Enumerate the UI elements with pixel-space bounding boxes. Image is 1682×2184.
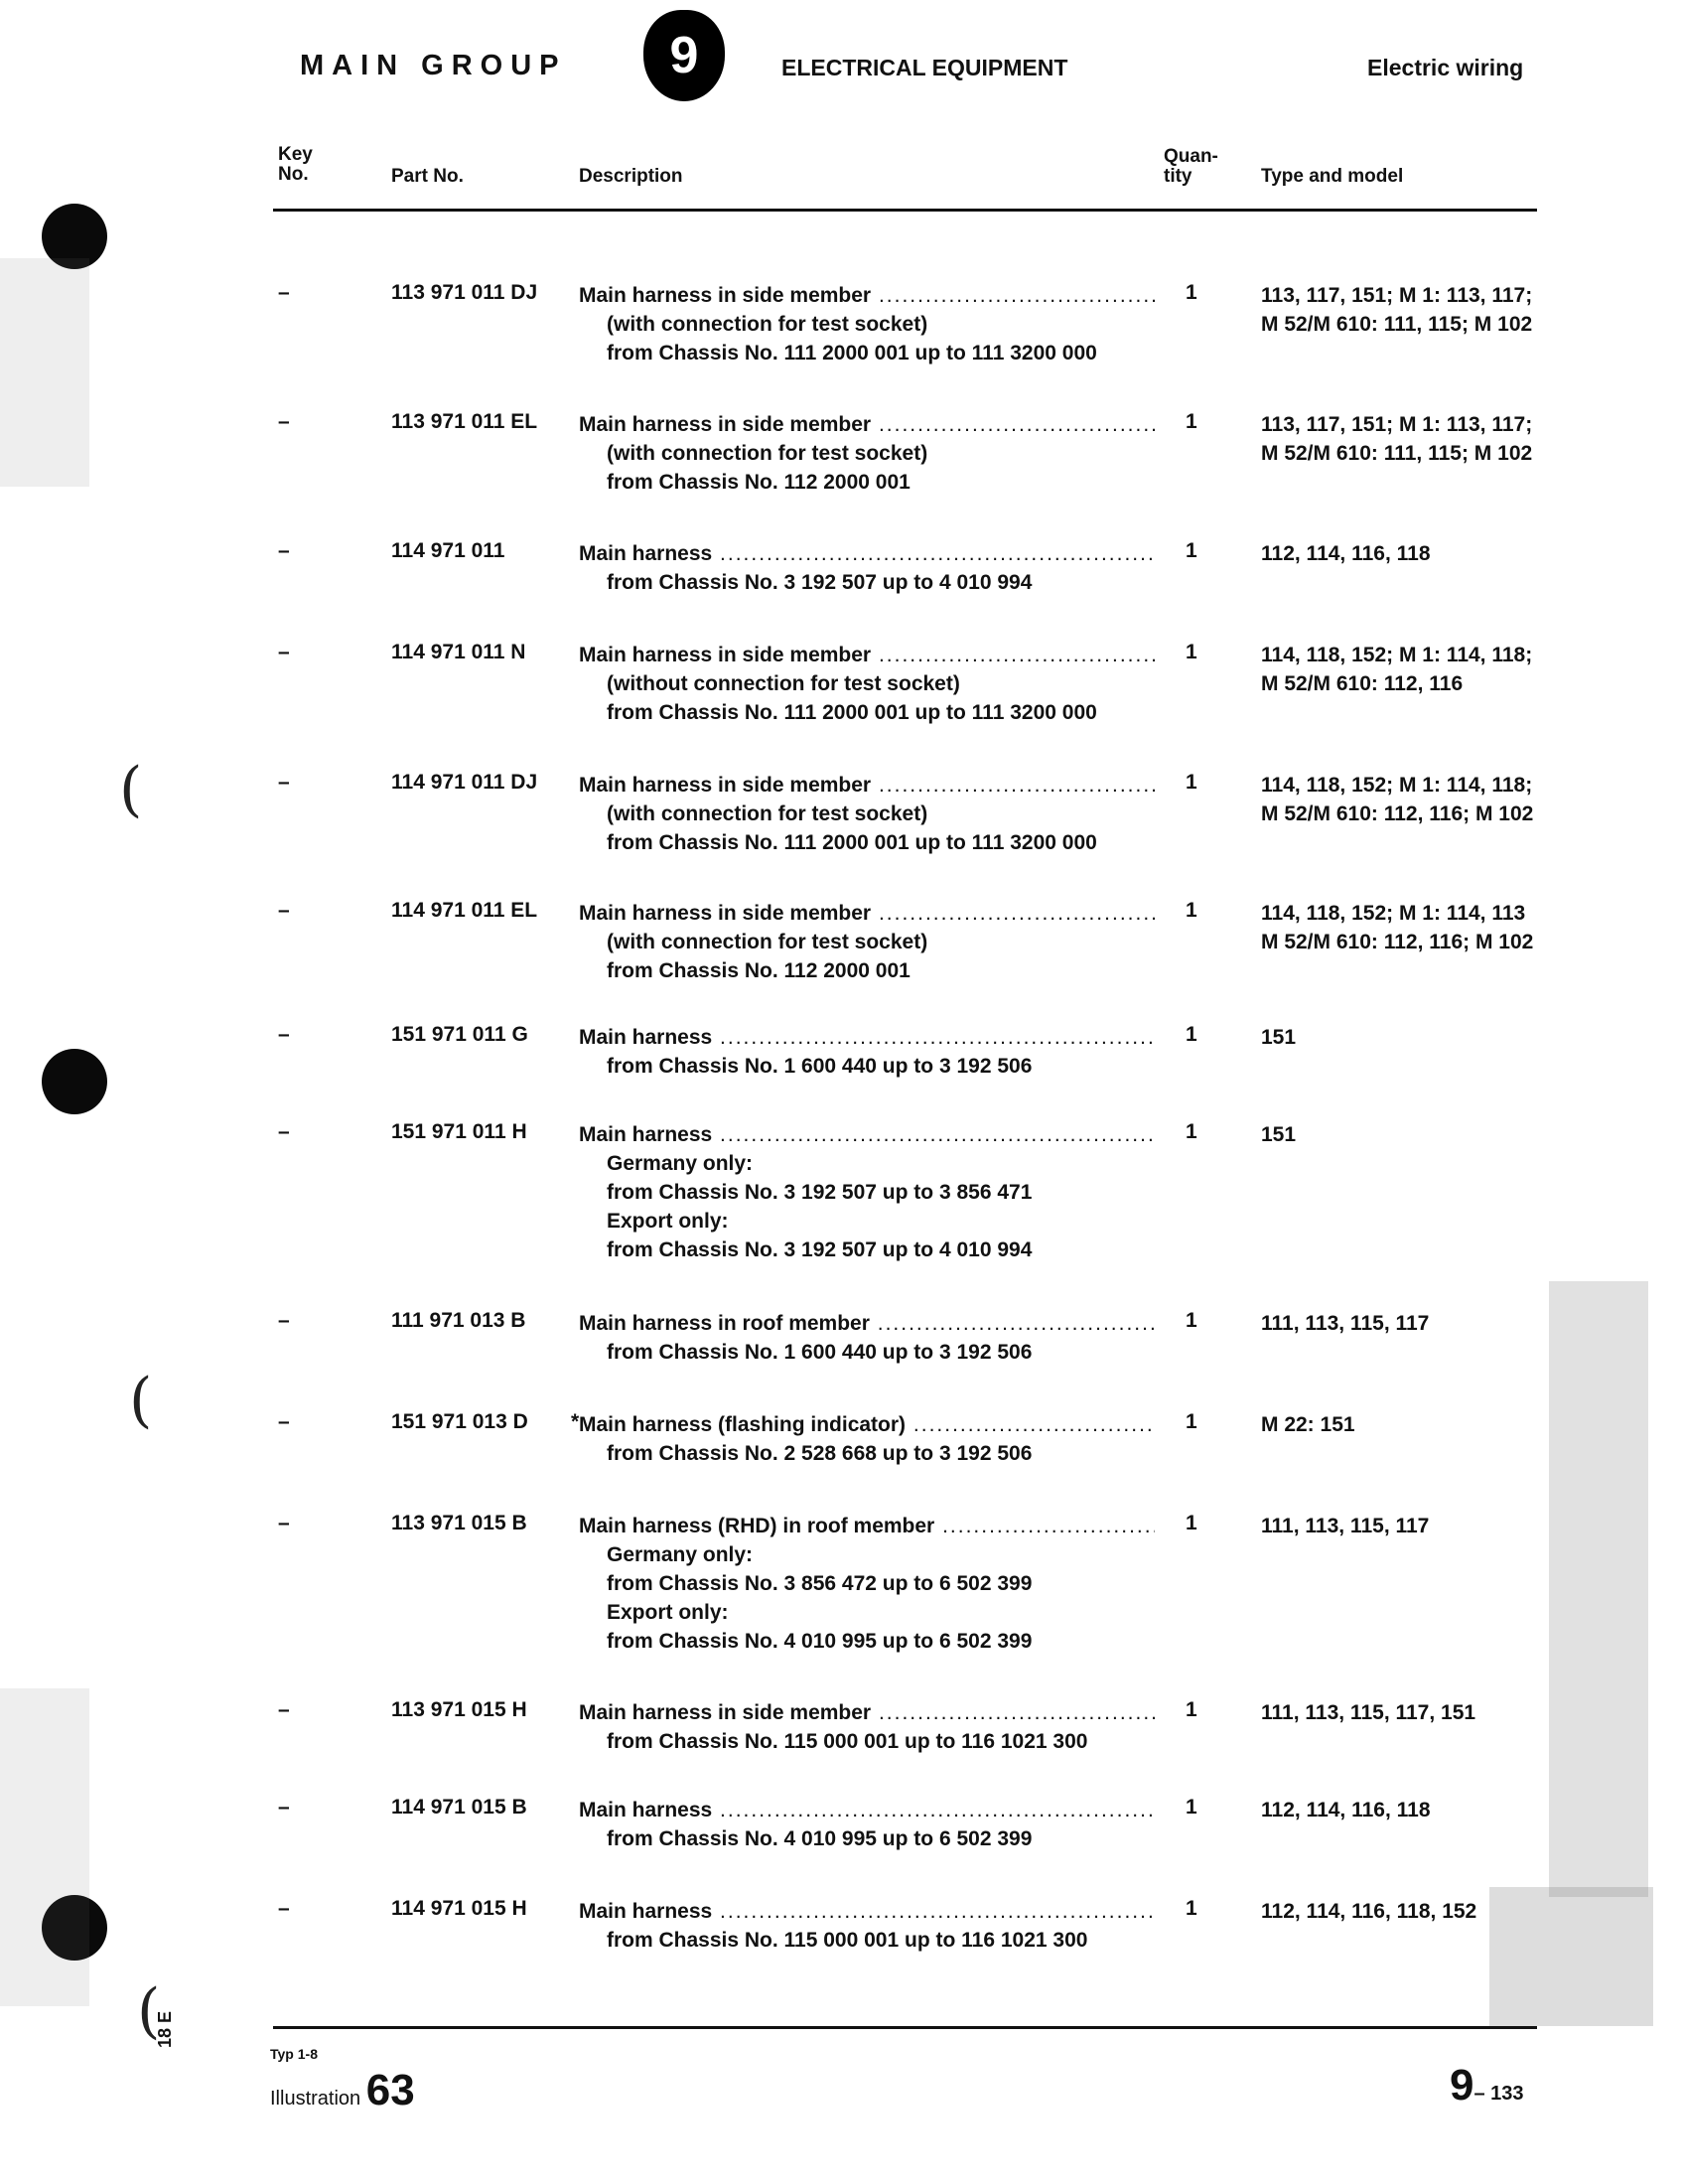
- section-title: ELECTRICAL EQUIPMENT: [781, 55, 1068, 80]
- subsection-title: Electric wiring: [1367, 55, 1524, 80]
- description: [579, 1796, 1155, 1853]
- type-and-model: [1261, 1512, 1549, 1540]
- description: [579, 1698, 1155, 1756]
- quantity: 1: [1186, 1698, 1197, 1721]
- description-title: Main harness .....: [579, 539, 1155, 568]
- description-detail: from Chassis No. 1 600 440 up to 3 192 506: [607, 1341, 1033, 1364]
- description-detail: Export only:: [607, 1210, 729, 1233]
- type-model-line: 112, 114, 116, 118, 152: [1261, 1900, 1477, 1923]
- description-detail: from Chassis No. 112 2000 001: [607, 471, 911, 494]
- margin-bracket-mark: (: [119, 755, 143, 824]
- punch-hole-middle: [42, 1049, 107, 1114]
- description: [579, 281, 1155, 367]
- description-title: Main harness .....: [579, 1796, 1155, 1824]
- description-title: Main harness .....: [579, 1897, 1155, 1926]
- type-and-model: [1261, 1023, 1549, 1052]
- description-detail: from Chassis No. 3 856 472 up to 6 502 399: [607, 1572, 1033, 1595]
- description-detail: from Chassis No. 111 2000 001 up to 111 3200 000: [607, 831, 1097, 854]
- quantity: 1: [1186, 410, 1197, 433]
- part-number: 151 971 011 H: [391, 1120, 527, 1143]
- type-note: Typ 1-8: [270, 2046, 318, 2062]
- description-title: Main harness (flashing indicator) .....: [579, 1410, 1155, 1439]
- description-title: Main harness in side member .....: [579, 641, 1155, 669]
- type-model-line: M 22: 151: [1261, 1413, 1355, 1436]
- part-number: 114 971 011 N: [391, 641, 526, 663]
- description-detail: from Chassis No. 3 192 507 up to 3 856 471: [607, 1181, 1033, 1204]
- part-number: 114 971 011: [391, 539, 505, 562]
- description: [579, 539, 1155, 597]
- type-model-line: 114, 118, 152; M 1: 114, 113: [1261, 902, 1526, 925]
- description-detail: from Chassis No. 115 000 001 up to 116 1021 300: [607, 1929, 1088, 1952]
- key-no: –: [278, 899, 290, 922]
- key-no: –: [278, 771, 290, 794]
- key-no: –: [278, 281, 290, 304]
- illustration-number: 63: [365, 2066, 415, 2114]
- description: [579, 1897, 1155, 1955]
- description: [579, 1120, 1155, 1264]
- type-and-model: [1261, 899, 1549, 956]
- part-number: 114 971 011 DJ: [391, 771, 538, 794]
- col-type-model: Type and model: [1261, 166, 1404, 187]
- type-and-model: [1261, 281, 1549, 339]
- type-model-line: M 52/M 610: 112, 116; M 102: [1261, 802, 1534, 825]
- description-detail: (with connection for test socket): [607, 442, 928, 465]
- description-detail: (with connection for test socket): [607, 802, 928, 825]
- type-model-line: 112, 114, 116, 118: [1261, 1799, 1431, 1821]
- type-and-model: [1261, 1796, 1549, 1824]
- description: [579, 1410, 1155, 1468]
- quantity: 1: [1186, 1309, 1197, 1332]
- type-and-model: [1261, 1897, 1549, 1926]
- key-no: –: [278, 1796, 290, 1819]
- part-number: 151 971 011 G: [391, 1023, 528, 1046]
- key-no: –: [278, 1023, 290, 1046]
- key-no: –: [278, 1309, 290, 1332]
- description-detail: (with connection for test socket): [607, 931, 928, 953]
- description-detail: (with connection for test socket): [607, 313, 928, 336]
- description-detail: from Chassis No. 111 2000 001 up to 111 3200 000: [607, 342, 1097, 364]
- description-detail: from Chassis No. 112 2000 001: [607, 959, 911, 982]
- part-number: 113 971 011 EL: [391, 410, 538, 433]
- type-model-line: 113, 117, 151; M 1: 113, 117;: [1261, 413, 1533, 436]
- page-number: [1450, 2061, 1524, 2111]
- col-quantity: Quan- tity: [1164, 146, 1218, 187]
- main-group-heading: MAIN GROUP: [300, 50, 567, 81]
- quantity: 1: [1186, 771, 1197, 794]
- scan-noise: [0, 1688, 89, 2006]
- part-number: 113 971 011 DJ: [391, 281, 538, 304]
- description-detail: from Chassis No. 1 600 440 up to 3 192 506: [607, 1055, 1033, 1078]
- type-model-line: 113, 117, 151; M 1: 113, 117;: [1261, 284, 1533, 307]
- description-title: Main harness in side member .....: [579, 410, 1155, 439]
- description: [579, 410, 1155, 497]
- description-detail: from Chassis No. 115 000 001 up to 116 1021 300: [607, 1730, 1088, 1753]
- description-title: Main harness (RHD) in roof member .....: [579, 1512, 1155, 1540]
- type-model-line: 112, 114, 116, 118: [1261, 542, 1431, 565]
- key-no: –: [278, 1410, 290, 1433]
- key-no: –: [278, 1512, 290, 1534]
- description-title: Main harness .....: [579, 1023, 1155, 1052]
- description: [579, 899, 1155, 985]
- scan-noise: [0, 258, 89, 487]
- quantity: 1: [1186, 1410, 1197, 1433]
- part-number: 151 971 013 D: [391, 1410, 528, 1433]
- illustration-reference: [270, 2066, 415, 2115]
- new-part-star: *: [571, 1410, 580, 1433]
- type-model-line: 114, 118, 152; M 1: 114, 118;: [1261, 644, 1533, 666]
- description: [579, 1023, 1155, 1081]
- description-title: Main harness in roof member .....: [579, 1309, 1155, 1338]
- description-detail: from Chassis No. 4 010 995 up to 6 502 399: [607, 1827, 1033, 1850]
- description-detail: from Chassis No. 111 2000 001 up to 111 3200 000: [607, 701, 1097, 724]
- scan-noise: [1549, 1281, 1648, 1897]
- type-and-model: [1261, 771, 1549, 828]
- type-model-line: 114, 118, 152; M 1: 114, 118;: [1261, 774, 1533, 797]
- part-number: 114 971 015 H: [391, 1897, 527, 1920]
- margin-bracket-mark: (: [129, 1366, 153, 1435]
- type-model-line: 111, 113, 115, 117: [1261, 1515, 1430, 1537]
- type-model-line: 111, 113, 115, 117, 151: [1261, 1701, 1476, 1724]
- type-and-model: [1261, 1698, 1549, 1727]
- part-number: 111 971 013 B: [391, 1309, 526, 1332]
- margin-bracket-mark: (: [137, 1976, 161, 2046]
- description-detail: Export only:: [607, 1601, 729, 1624]
- type-model-line: M 52/M 610: 112, 116; M 102: [1261, 931, 1534, 953]
- quantity: 1: [1186, 1897, 1197, 1920]
- description: [579, 641, 1155, 727]
- quantity: 1: [1186, 1512, 1197, 1534]
- col-description: Description: [579, 166, 683, 187]
- part-number: 114 971 011 EL: [391, 899, 538, 922]
- type-model-line: M 52/M 610: 112, 116: [1261, 672, 1464, 695]
- description-detail: from Chassis No. 2 528 668 up to 3 192 506: [607, 1442, 1033, 1465]
- key-no: –: [278, 410, 290, 433]
- description-detail: from Chassis No. 4 010 995 up to 6 502 399: [607, 1630, 1033, 1653]
- quantity: 1: [1186, 1796, 1197, 1819]
- description: [579, 771, 1155, 857]
- part-number: 114 971 015 B: [391, 1796, 527, 1819]
- type-and-model: [1261, 1309, 1549, 1338]
- col-part-no: Part No.: [391, 166, 464, 187]
- type-and-model: [1261, 641, 1549, 698]
- description-detail: from Chassis No. 3 192 507 up to 4 010 994: [607, 1238, 1033, 1261]
- description-detail: from Chassis No. 3 192 507 up to 4 010 994: [607, 571, 1033, 594]
- quantity: 1: [1186, 539, 1197, 562]
- description-detail: Germany only:: [607, 1543, 754, 1566]
- description-detail: Germany only:: [607, 1152, 754, 1175]
- part-number: 113 971 015 H: [391, 1698, 527, 1721]
- description: [579, 1512, 1155, 1656]
- quantity: 1: [1186, 1120, 1197, 1143]
- type-and-model: [1261, 539, 1549, 568]
- description-title: Main harness in side member .....: [579, 1698, 1155, 1727]
- quantity: 1: [1186, 641, 1197, 663]
- key-no: –: [278, 1698, 290, 1721]
- quantity: 1: [1186, 281, 1197, 304]
- quantity: 1: [1186, 899, 1197, 922]
- type-model-line: M 52/M 610: 111, 115; M 102: [1261, 442, 1533, 465]
- type-and-model: [1261, 1410, 1549, 1439]
- type-and-model: [1261, 410, 1549, 468]
- side-code: 18 E: [155, 2010, 175, 2048]
- type-and-model: [1261, 1120, 1549, 1149]
- key-no: –: [278, 539, 290, 562]
- page-sub: – 133: [1473, 2083, 1524, 2105]
- key-no: –: [278, 1120, 290, 1143]
- key-no: –: [278, 641, 290, 663]
- header-rule: [273, 209, 1537, 212]
- type-model-line: M 52/M 610: 111, 115; M 102: [1261, 313, 1533, 336]
- part-number: 113 971 015 B: [391, 1512, 527, 1534]
- page-group: 9: [1450, 2061, 1474, 2110]
- illustration-label: Illustration: [270, 2088, 361, 2110]
- description: [579, 1309, 1155, 1367]
- footer-rule: [273, 2026, 1537, 2029]
- group-number-badge: 9: [643, 10, 725, 101]
- description-title: Main harness in side member .....: [579, 281, 1155, 310]
- description-title: Main harness .....: [579, 1120, 1155, 1149]
- quantity: 1: [1186, 1023, 1197, 1046]
- type-model-line: 111, 113, 115, 117: [1261, 1312, 1430, 1335]
- type-model-line: 151: [1261, 1123, 1297, 1146]
- description-title: Main harness in side member .....: [579, 899, 1155, 928]
- description-detail: (without connection for test socket): [607, 672, 960, 695]
- key-no: –: [278, 1897, 290, 1920]
- col-key-no: Key No.: [278, 144, 313, 185]
- description-title: Main harness in side member .....: [579, 771, 1155, 800]
- type-model-line: 151: [1261, 1026, 1297, 1049]
